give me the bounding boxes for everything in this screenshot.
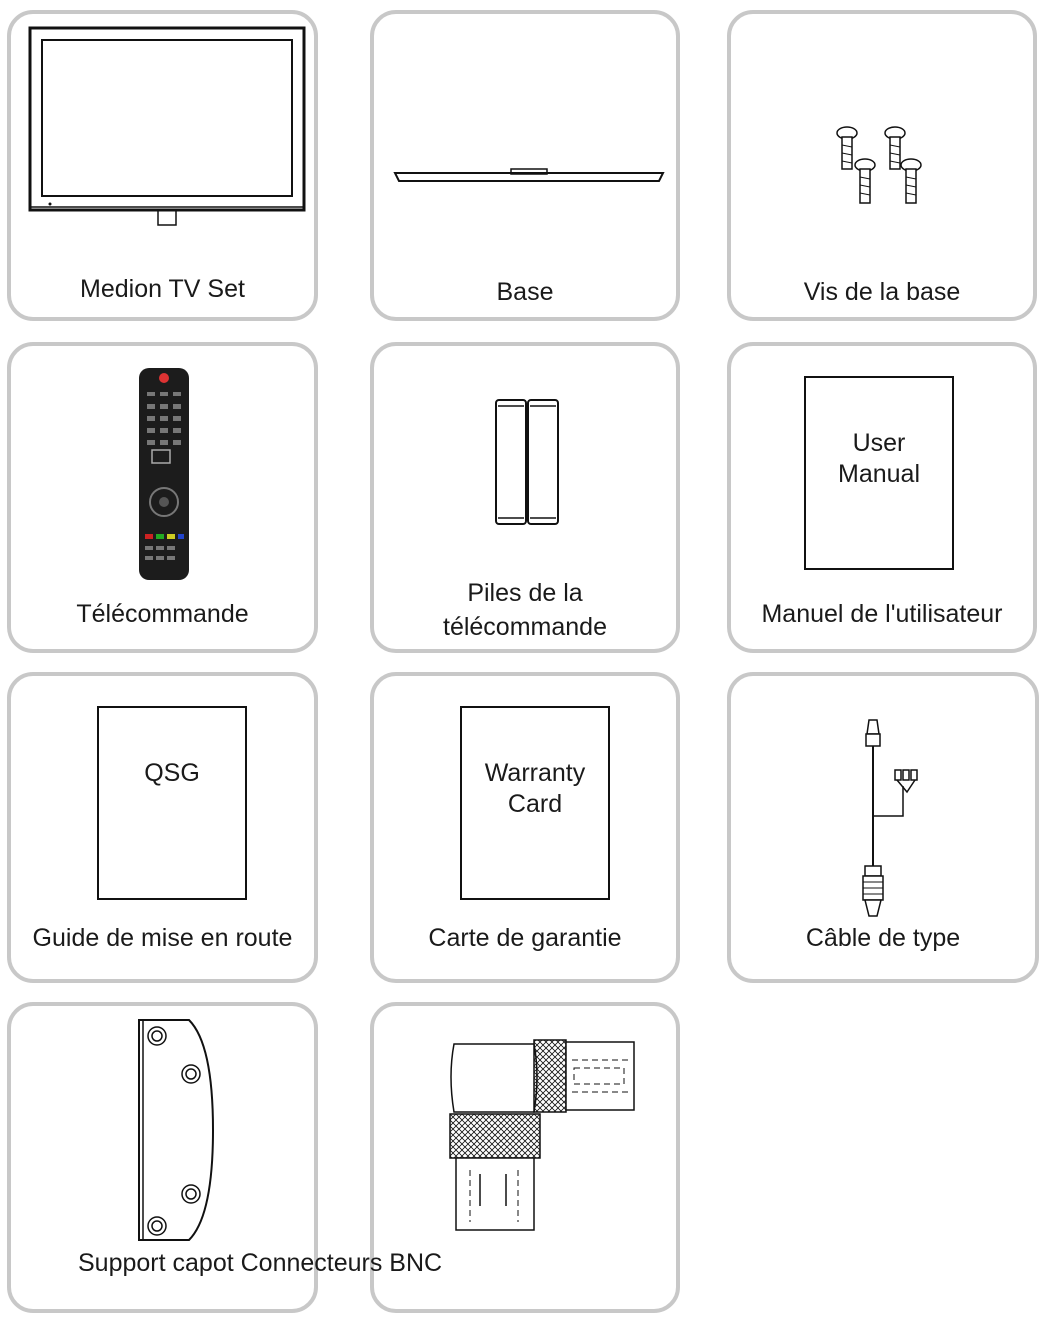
item-card-cable [727,672,1039,983]
item-card-user-manual [727,342,1037,653]
item-label-line-1: Piles de la [467,579,583,607]
item-label: Vis de la base [803,278,961,306]
tv-set-icon [22,22,312,242]
item-label: Medion TV Set [80,275,245,303]
item-label-line-2: télécommande [443,613,607,641]
item-card-tv-set [7,10,318,321]
booklet-title-line-1: User [852,429,906,457]
booklet-title-line-2: Manual [838,460,920,488]
item-label: Carte de garantie [428,924,622,952]
bottom-caption: Support capot Connecteurs BNC [78,1249,443,1277]
base-screws-icon [831,119,941,209]
item-label: Guide de mise en route [32,924,293,952]
item-card-qsg [7,672,318,983]
item-card-remote-control [7,342,318,653]
item-label: Base [496,278,554,306]
user-manual-icon [804,376,954,570]
warranty-card-icon [460,706,610,900]
item-card-base [370,10,680,321]
item-label: Télécommande [76,600,249,628]
booklet-title-line-1: QSG [144,759,200,787]
item-card-warranty-card [370,672,680,983]
bnc-connector-icon [444,1036,644,1232]
item-label: Câble de type [805,924,961,952]
qsg-booklet-icon [97,706,247,900]
booklet-title-line-2: Card [507,790,563,818]
batteries-icon [492,396,562,528]
item-label: Manuel de l'utilisateur [761,600,1003,628]
booklet-title-line-1: Warranty [484,759,586,787]
tv-base-icon [389,161,669,191]
cable-icon [855,716,935,924]
item-card-batteries [370,342,680,653]
remote-control-icon [135,366,195,582]
cover-bracket-icon [129,1014,219,1246]
item-card-base-screws [727,10,1037,321]
